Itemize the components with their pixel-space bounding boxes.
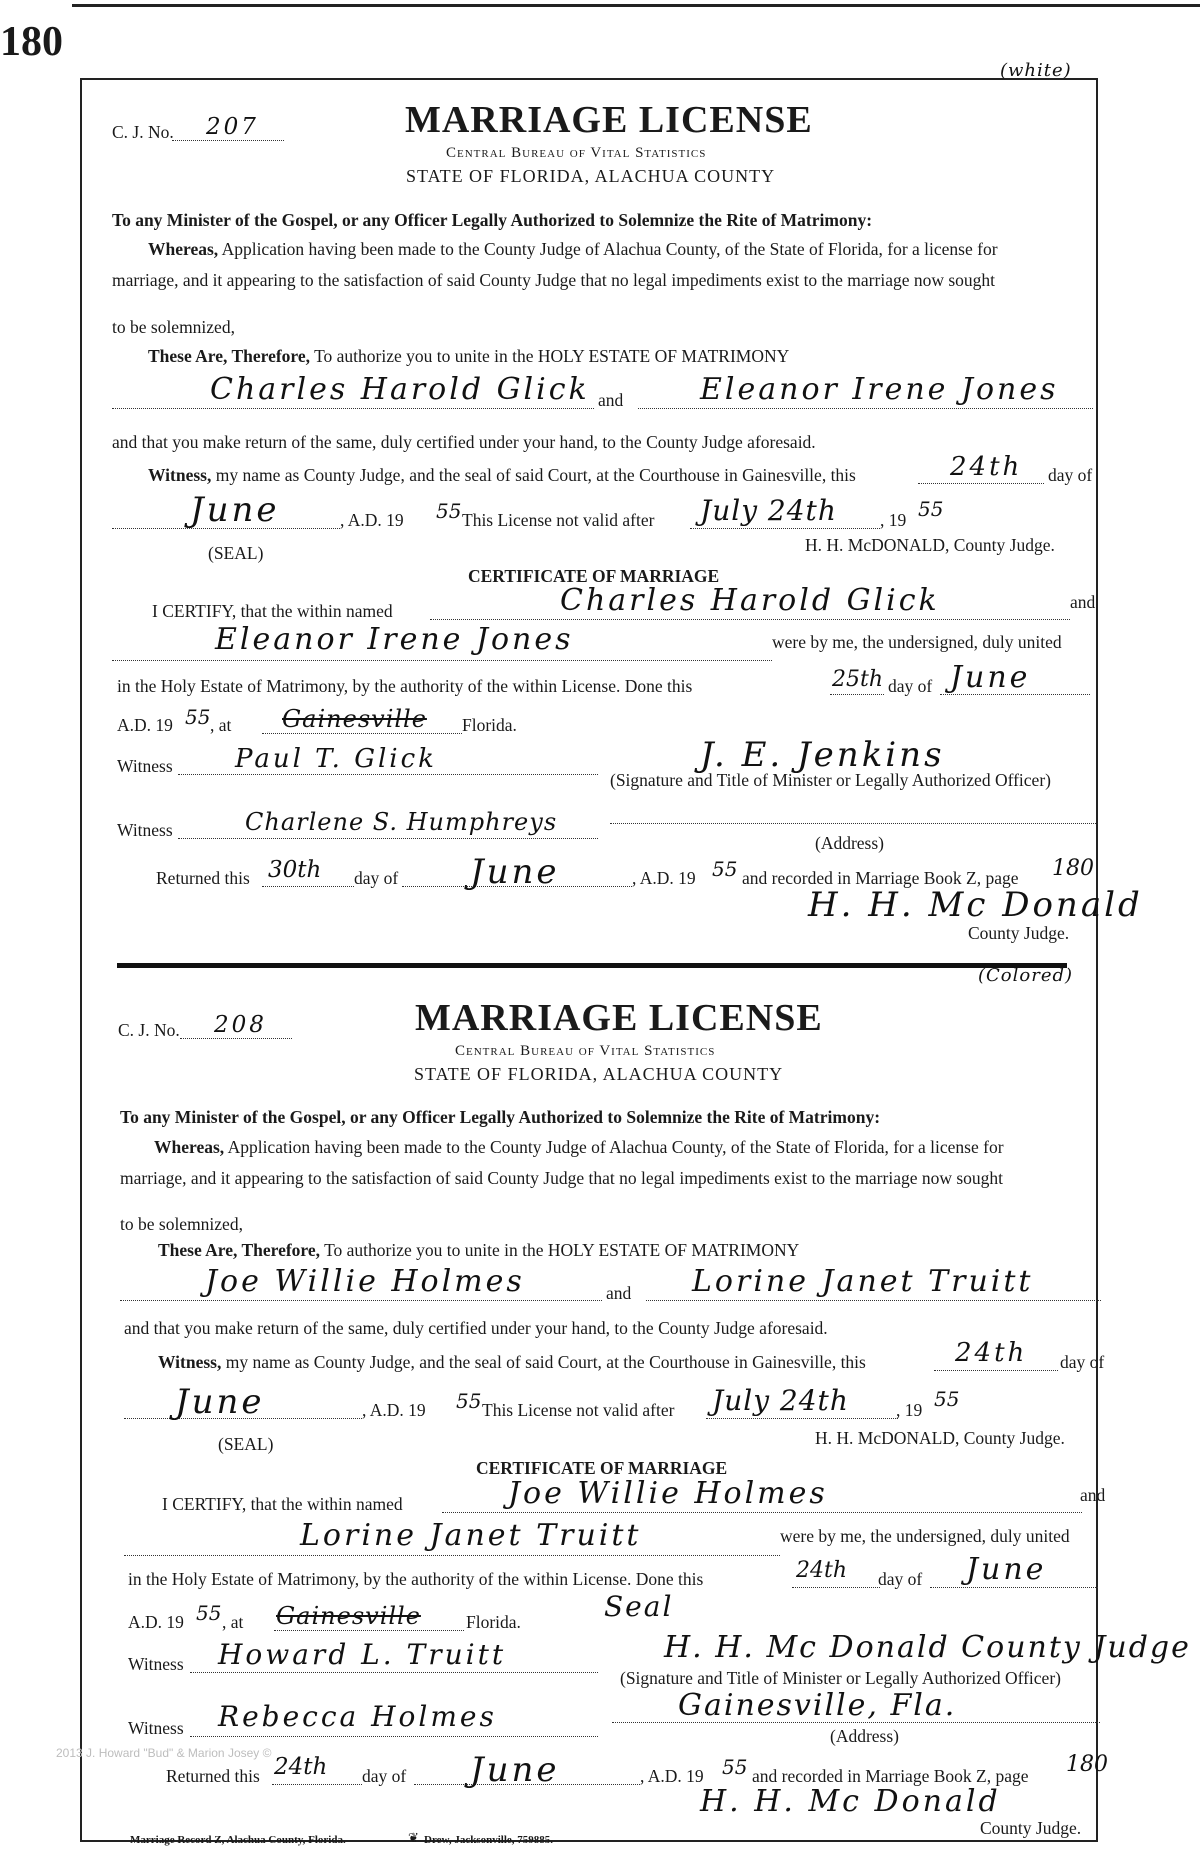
bride-name: Lorine Janet Truitt <box>692 1264 1034 1299</box>
sig-title-caption: (Signature and Title of Minister or Legally Authorized Officer) <box>610 770 1051 790</box>
groom-name: Joe Willie Holmes <box>205 1264 525 1299</box>
cert-bride-line <box>124 1555 780 1556</box>
place: Gainesville <box>282 705 427 733</box>
valid-year: 55 <box>918 497 944 521</box>
done-day-line <box>792 1587 880 1588</box>
done-day: 24th <box>796 1558 848 1583</box>
florida-label: Florida. <box>462 715 517 735</box>
cj-number: 208 <box>214 1012 267 1038</box>
footer-record: Marriage Record Z, Alachua County, Florida. <box>130 1834 346 1846</box>
return-line: and that you make return of the same, duly certified under your hand, to the County Judge aforesaid. <box>124 1318 828 1338</box>
issue-month: June <box>175 1382 265 1422</box>
officiant-signature: H. H. Mc Donald County Judge <box>664 1630 1191 1665</box>
returned-day: 30th <box>268 857 322 883</box>
florida-label: Florida. <box>466 1612 521 1632</box>
done-month: June <box>966 1552 1047 1587</box>
cert-groom-line <box>442 1512 1082 1513</box>
certificate-title: CERTIFICATE OF MARRIAGE <box>476 1458 728 1478</box>
witness-1: Paul T. Glick <box>235 744 437 774</box>
were-by-me: were by me, the undersigned, duly united <box>780 1526 1070 1546</box>
witness-2-label: Witness <box>117 820 173 840</box>
witness-1-label: Witness <box>128 1654 184 1674</box>
done-year: 55 <box>196 1601 222 1625</box>
were-by-me: were by me, the undersigned, duly united <box>772 632 1062 652</box>
issue-month: June <box>190 490 280 530</box>
witness-2-label: Witness <box>128 1718 184 1738</box>
valid-year-label: , 19 <box>880 510 907 530</box>
license-title: MARRIAGE LICENSE <box>415 997 823 1039</box>
witness-1-line <box>190 1672 598 1673</box>
done-day-of: day of <box>878 1569 923 1589</box>
top-rule <box>72 4 1200 7</box>
judge-signature-printed: H. H. McDONALD, County Judge. <box>805 535 1055 555</box>
returned-day: 24th <box>274 1754 328 1780</box>
ad-prefix: A.D. 19 <box>117 715 173 735</box>
cj-line <box>180 1038 292 1039</box>
issue-year: 55 <box>436 499 462 523</box>
whereas-line-2: marriage, and it appearing to the satisfaction of said County Judge that no legal impediments exist to the marriage now sought <box>120 1168 1004 1188</box>
holy-estate: in the Holy Estate of Matrimony, by the authority of the within License. Done this <box>128 1569 704 1589</box>
bride-line <box>638 408 1093 409</box>
officiant-signature: J. E. Jenkins <box>700 735 945 775</box>
sig-title-caption: (Signature and Title of Minister or Legally Authorized Officer) <box>620 1668 1061 1688</box>
done-day: 25th <box>832 667 884 692</box>
recorded-label: and recorded in Marriage Book Z, page <box>742 868 1019 888</box>
issue-day: 24th <box>950 452 1023 482</box>
race-note: (white) <box>1000 60 1072 81</box>
return-line: and that you make return of the same, duly certified under your hand, to the County Judge aforesaid. <box>112 432 816 452</box>
returned-label: Returned this <box>156 868 250 888</box>
done-day-of: day of <box>888 676 933 696</box>
and-word: and <box>598 390 624 410</box>
witness-2-line <box>190 1736 598 1737</box>
race-note: (Colored) <box>978 965 1074 986</box>
returned-day-of: day of <box>354 868 399 888</box>
cert-bride: Eleanor Irene Jones <box>215 622 574 657</box>
holy-estate: in the Holy Estate of Matrimony, by the authority of the within License. Done this <box>117 676 693 696</box>
returned-ad: , A.D. 19 <box>640 1766 704 1786</box>
ad-prefix: A.D. 19 <box>128 1612 184 1632</box>
returned-month: June <box>470 852 560 892</box>
cert-and: and <box>1080 1485 1106 1505</box>
state-county: STATE OF FLORIDA, ALACHUA COUNTY <box>406 166 776 186</box>
certify-label: I CERTIFY, that the within named <box>162 1494 403 1514</box>
address-caption: (Address) <box>830 1726 900 1746</box>
whereas-line-2: marriage, and it appearing to the satisfaction of said County Judge that no legal impediments exist to the marriage now sought <box>112 270 996 290</box>
cj-number: 207 <box>206 114 259 140</box>
done-year: 55 <box>185 705 211 729</box>
seal-label: (SEAL) <box>218 1434 274 1454</box>
and-word: and <box>606 1283 632 1303</box>
certify-label: I CERTIFY, that the within named <box>152 601 393 621</box>
groom-line <box>120 1300 602 1301</box>
returned-month: June <box>470 1750 560 1790</box>
not-valid-label: This License not valid after <box>462 510 655 530</box>
witness-1-line <box>178 774 598 775</box>
page-number: 180 <box>0 19 63 65</box>
ad-label: , A.D. 19 <box>340 510 404 530</box>
issue-day: 24th <box>955 1338 1028 1368</box>
cj-label: C. J. No. <box>118 1020 180 1040</box>
cert-bride-line <box>112 660 772 661</box>
whereas-line-3: to be solemnized, <box>120 1214 243 1234</box>
bride-name: Eleanor Irene Jones <box>700 372 1059 407</box>
valid-year: 55 <box>934 1387 960 1411</box>
whereas-line-1: Whereas, Application having been made to the County Judge of Alachua County, of the State of Florida, for a license for <box>148 239 998 259</box>
authorize-line: These Are, Therefore, To authorize you to unite in the HOLY ESTATE OF MATRIMONY <box>158 1240 800 1260</box>
groom-line <box>112 408 594 409</box>
cert-groom: Joe Willie Holmes <box>508 1476 828 1511</box>
state-county: STATE OF FLORIDA, ALACHUA COUNTY <box>414 1064 784 1084</box>
county-judge-label: County Judge. <box>980 1818 1082 1838</box>
authorize-line: These Are, Therefore, To authorize you to unite in the HOLY ESTATE OF MATRIMONY <box>148 346 790 366</box>
returned-label: Returned this <box>166 1766 260 1786</box>
not-valid-label: This License not valid after <box>482 1400 675 1420</box>
returned-day-of: day of <box>362 1766 407 1786</box>
returned-year: 55 <box>712 857 738 881</box>
returned-day-line <box>262 886 354 887</box>
groom-name: Charles Harold Glick <box>210 372 590 407</box>
judge-signature-printed: H. H. McDONALD, County Judge. <box>815 1428 1065 1448</box>
at-label: , at <box>222 1612 244 1632</box>
cert-and: and <box>1070 592 1096 612</box>
witness-2: Charlene S. Humphreys <box>245 808 558 836</box>
valid-until: July 24th <box>712 1384 849 1417</box>
judge-handwritten-signature: H. H. Mc Donald <box>808 885 1143 925</box>
book-page: 180 <box>1066 1752 1108 1777</box>
witness-1: Howard L. Truitt <box>218 1638 507 1671</box>
whereas-line-1: Whereas, Application having been made to the County Judge of Alachua County, of the State of Florida, for a license for <box>154 1137 1004 1157</box>
place-line <box>262 733 462 734</box>
valid-until-line <box>690 528 880 529</box>
witness-clause: Witness, my name as County Judge, and the seal of said Court, at the Courthouse in Gainesville, this <box>158 1352 866 1372</box>
address-line: To any Minister of the Gospel, or any Officer Legally Authorized to Solemnize the Rite of Matrimony: <box>112 210 873 230</box>
day-of-label: day of <box>1048 465 1093 485</box>
returned-day-line <box>272 1784 362 1785</box>
issue-day-line <box>934 1370 1058 1371</box>
footer-printer: Drew, Jacksonville, 759885. <box>424 1834 554 1846</box>
cert-groom-line <box>430 619 1070 620</box>
issue-year: 55 <box>456 1389 482 1413</box>
license-title: MARRIAGE LICENSE <box>405 99 813 141</box>
cert-groom: Charles Harold Glick <box>560 583 940 618</box>
place: Gainesville <box>276 1602 421 1630</box>
whereas-line-3: to be solemnized, <box>112 317 235 337</box>
returned-year: 55 <box>722 1755 748 1779</box>
ad-label: , A.D. 19 <box>362 1400 426 1420</box>
bureau-name: Central Bureau of Vital Statistics <box>455 1043 716 1059</box>
witness-2-line <box>178 838 598 839</box>
place-line <box>274 1630 464 1631</box>
issue-day-line <box>918 483 1044 484</box>
witness-1-label: Witness <box>117 756 173 776</box>
cert-bride: Lorine Janet Truitt <box>300 1518 642 1553</box>
printer-mark-icon: ❦ <box>408 1831 419 1846</box>
copyright-watermark: 2013 J. Howard "Bud" & Marion Josey © <box>56 1746 272 1760</box>
cj-line <box>172 140 284 141</box>
valid-until: July 24th <box>700 494 837 527</box>
done-month: June <box>950 660 1031 695</box>
witness-2: Rebecca Holmes <box>218 1700 497 1733</box>
done-month-line <box>930 1587 1098 1588</box>
section-divider <box>117 963 1067 968</box>
returned-ad: , A.D. 19 <box>632 868 696 888</box>
book-page: 180 <box>1052 856 1094 881</box>
judge-handwritten-signature: H. H. Mc Donald <box>700 1784 1001 1819</box>
day-of-label: day of <box>1060 1352 1105 1372</box>
officiant-address: Gainesville, Fla. <box>678 1688 957 1723</box>
address-caption: (Address) <box>815 833 885 853</box>
valid-until-line <box>706 1418 898 1419</box>
valid-year-label: , 19 <box>896 1400 923 1420</box>
seal-label: (SEAL) <box>208 543 264 563</box>
bureau-name: Central Bureau of Vital Statistics <box>446 145 707 161</box>
cj-label: C. J. No. <box>112 122 174 142</box>
county-judge-label: County Judge. <box>968 923 1070 943</box>
witness-clause: Witness, my name as County Judge, and the seal of said Court, at the Courthouse in Gainesville, this <box>148 465 856 485</box>
done-day-line <box>830 694 884 695</box>
certificate-title: CERTIFICATE OF MARRIAGE <box>468 566 720 586</box>
bride-line <box>646 1300 1101 1301</box>
at-label: , at <box>210 715 232 735</box>
seal-note: Seal <box>604 1590 674 1623</box>
recorded-label: and recorded in Marriage Book Z, page <box>752 1766 1029 1786</box>
address-line-1 <box>610 823 1096 824</box>
address-line: To any Minister of the Gospel, or any Officer Legally Authorized to Solemnize the Rite of Matrimony: <box>120 1107 881 1127</box>
